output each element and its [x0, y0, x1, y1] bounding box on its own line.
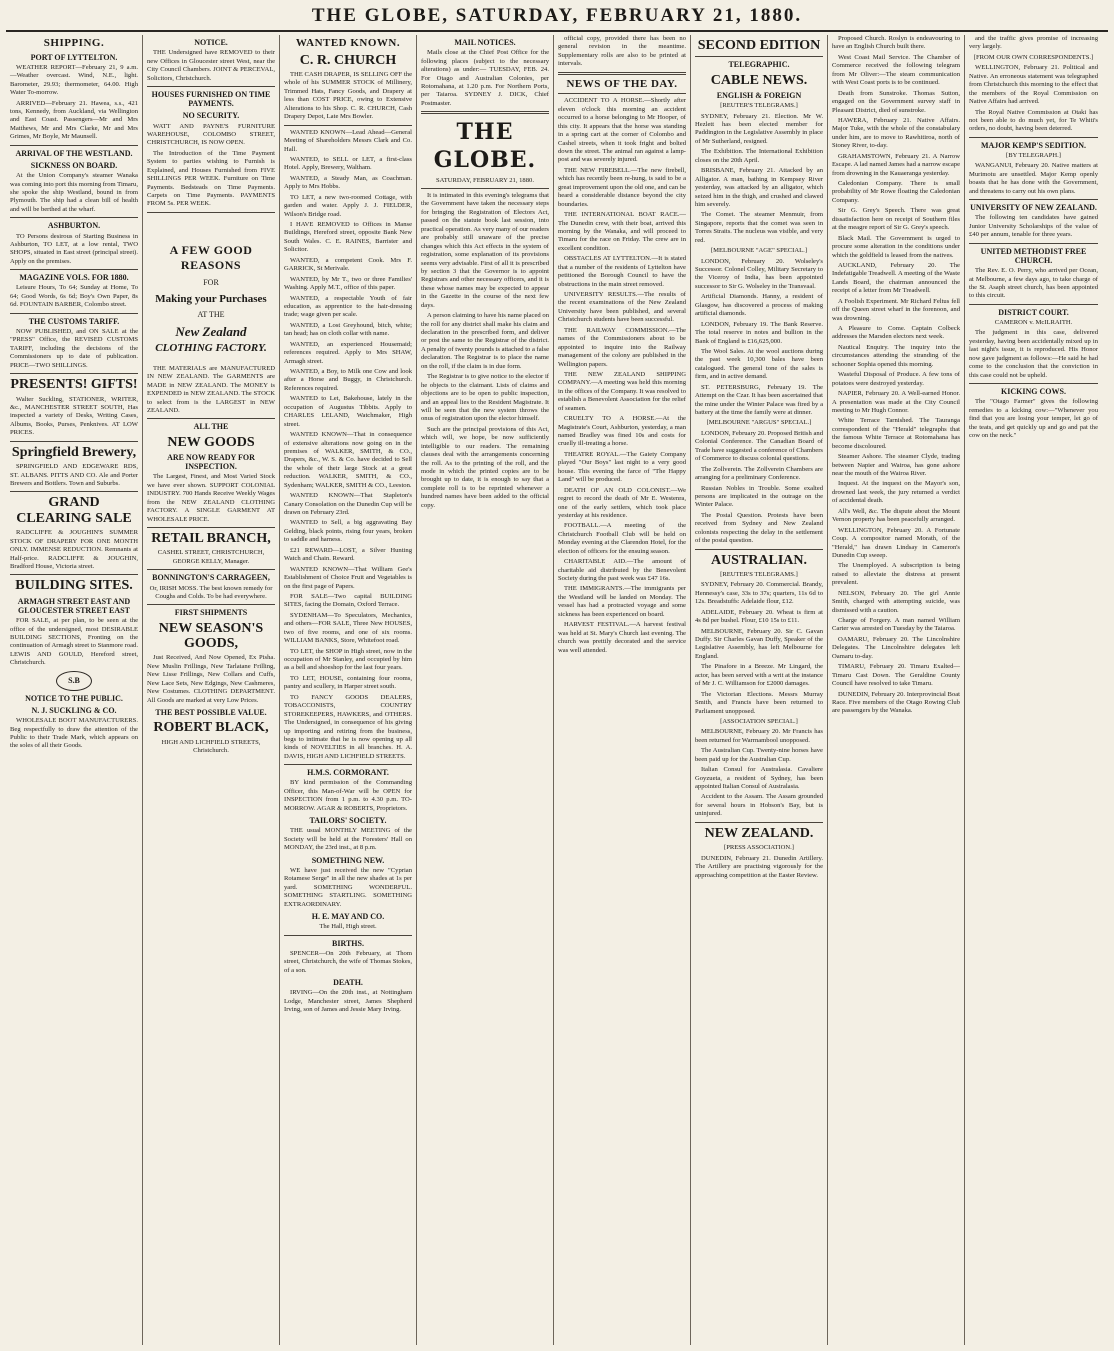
telegram-19: WELLINGTON, February 20. A Fortunate Coup. A compositor named Morath, of the "Herald," has drawn Lindsay in Cameron's Dunedin Cup sweep. [832, 526, 960, 559]
source-tag-own: [FROM OUR OWN CORRESPONDENTS.] [973, 53, 1094, 61]
news-item-6: THE RAILWAY COMMISSION.—The names of the Commissioners about to be appointed to inquire into the Railway management of the colony are published in the Wellington papers. [558, 326, 686, 368]
factory-reasons: THE MATERIALS are MANUFACTURED IN NEW ZEALAND. The GARMENTS are MADE in NEW ZEALAND. The MONEY is EXPENDED in NEW ZEALAND. The STOCK to select from is the LARGEST in NEW ZEALAND. [147, 364, 275, 415]
heading-notice: NOTICE. [194, 38, 228, 47]
cable-5: LONDON, February 20. Wolseley's Successor. Colonel Colley, Military Secretary to the Viceroy of India, has been appointed successor to Sir G. Wolseley in the Transvaal. [695, 257, 823, 290]
heading-kicking-cows: KICKING COWS. [1001, 387, 1066, 397]
news-item-7: THE NEW ZEALAND SHIPPING COMPANY.—A meeting was held this morning in the offices of the Company. It was resolved to establish a Benevolent Association for the relief of seamen. [558, 370, 686, 412]
divider [558, 72, 686, 75]
cable-8: The Wool Sales. At the wool auctions during the past week 10,300 bales have been catalogued. The general tone of the sales is firm, and in active demand. [695, 347, 823, 381]
divider [10, 145, 138, 146]
heading-cable-news: CABLE NEWS. [710, 72, 808, 88]
editorial-date: SATURDAY, FEBRUARY 21, 1880. [436, 176, 534, 184]
telegram-12: Nautical Enquiry. The inquiry into the circumstances attending the stranding of the schooner Sophia opened this morning. [832, 343, 960, 368]
divider [558, 93, 686, 94]
editorial-title: THE GLOBE. [433, 119, 537, 174]
editorial-para-3: The Registrar is to give notice to the elector if he objects to the claimant. Lists of claims and objections are to be open to public inspection, and an appeal lies to the Resident Magistrate. It will be seen that the new system throws the onus of registration upon the elector himself. [421, 373, 549, 423]
telegram-22: Charge of Forgery. A man named William Carter was arrested on Tuesday by the Taiaroa. [832, 617, 960, 633]
heading-shipping: SHIPPING. [43, 37, 105, 49]
news-item-4: OBSTACLES AT LYTTELTON.—It is stated that a number of the residents of Lyttelton have petitioned the Borough Council to have the obstructions in the main street removed. [558, 255, 686, 288]
classified-ad-11: WANTED, a Boy, to Milk one Cow and look after a Horse and Buggy, in Christchurch. References required. [284, 368, 412, 392]
watt-payne-ad: WATT AND PAYNE'S FURNITURE WAREHOUSE, COLOMBO STREET, CHRISTCHURCH, IS NOW OPEN. [147, 122, 275, 147]
news-item-12: CHARITABLE AID.—The amount of charitable aid distributed by the Benevolent Society during the past week was £47 16s. [558, 558, 686, 583]
column-5 [554, 35, 691, 1345]
heading-clearing-sale: GRAND CLEARING SALE [16, 495, 132, 526]
university-article: The following ten candidates have gained Junior University Scholarships of the value of £40 per annum, tenable for three years. [969, 214, 1098, 239]
classified-ad-15: WANTED to Sell, a big aggravating Bay Gelding, black points, rising four years, broken to saddle and harness. [284, 519, 412, 544]
heading-no-security: NO SECURITY. [182, 111, 240, 121]
telegram-17: Inquest. At the inquest on the Mayor's son, drowned last week, the jury returned a verdict of accidental death. [832, 480, 960, 505]
australian-8: Italian Consul for Australasia. Cavaliere Goyzueta, a resident of Sydney, has been appointed Italian Consul of Australasia. [695, 766, 823, 791]
retail-branch-address: CASHEL STREET, CHRISTCHURCH, GEORGE KELLY, Manager. [157, 549, 265, 565]
something-new-ad: WE have just received the new "Cyprian Rotamese Serge" in all the new shades at 1s per yard. SOMETHING WONDERFUL. SOMETHING STARTLING. SOMETHING EXTRAORDINARY. [284, 866, 412, 908]
classified-ad-5: I HAVE REMOVED to Offices in Manse Buildings, Hereford street, opposite Bank New South Wales. C. E. RAINES, Barrister and Solicitor. [284, 221, 412, 254]
heading-methodist: UNITED METHODIST FREE CHURCH. [980, 246, 1087, 265]
heading-news-of-the-day: NEWS OF THE DAY. [566, 77, 678, 90]
columns [6, 35, 1108, 1345]
cable-1: SYDNEY, February 21. Election. Mr W. Hezlett has been elected member for Paddington in the Legislative Assembly in place of Mr Sutherland, resigned. [695, 112, 823, 145]
divider [10, 491, 138, 492]
heading-mail-notices: MAIL NOTICES. [454, 38, 516, 47]
telegram-18: All's Well, &c. The dispute about the Mount Vernon property has been peacefully arranged. [832, 507, 960, 524]
heading-kemp-sedition: MAJOR KEMP'S SEDITION. [980, 140, 1087, 150]
divider [969, 199, 1098, 200]
source-tag-3: [MELBOURNE "ARGUS" SPECIAL.] [706, 419, 812, 427]
heading-magazine: MAGAZINE VOLS. FOR 1880. [19, 273, 129, 283]
telegram-21: NELSON, February 20. The girl Annie Smith, charged with attempting suicide, was dismissed with a caution. [832, 589, 960, 614]
divider [969, 243, 1098, 244]
reasons-factory: CLOTHING FACTORY. [155, 341, 267, 354]
telegram-7: Sir G. Grey's Speech. There was great dissatisfaction here on receipt of Southern files at the meagre report of Sir G. Grey's speech. [832, 207, 960, 232]
divider [147, 212, 275, 213]
heading-cr-church: C. R. CHURCH [299, 52, 397, 68]
reasons-at-the: AT THE [197, 309, 225, 319]
heading-death: DEATH. [333, 978, 363, 988]
heading-may-co: H. E. MAY AND CO. [311, 912, 385, 922]
telegram-16: Steamer Ashore. The steamer Clyde, trading between Napier and Wairoa, has gone ashore near the mouth of the Wairoa River. [832, 453, 960, 477]
heading-robert-black: ROBERT BLACK, [153, 720, 269, 736]
heading-ashburton: ASHBURTON. [47, 221, 101, 231]
classified-ad-4: TO LET, a new two-roomed Cottage, with garden and water. Apply J. J. FIELDER, Wilson's Bridge road. [284, 193, 412, 218]
australian-3: MELBOURNE, February 20. Sir C. Gavan Duffy. Sir Charles Gavan Duffy, Speaker of the Legislative Assembly, has left Melbourne for England. [695, 627, 823, 660]
heading-tailors: TAILORS' SOCIETY. [309, 816, 387, 826]
heading-building-sites: BUILDING SITES. [15, 578, 133, 594]
reasons-for: FOR [203, 277, 219, 287]
source-tag-telegraph: [BY TELEGRAPH.] [1006, 152, 1061, 159]
cable-4: The Comet. The steamer Menmuir, from Singapore, reports that the comet was seen in Torres Straits. The nucleus was visible, and very red. [695, 211, 823, 244]
building-sites-ad: FOR SALE, at per plan, to be seen at the office of the undersigned, most DESIRABLE BUILDING SECTIONS, Fronting on the continuation of Armagh street to Stanmore road. LEWIS AND GOULD, Hereford street, Christchurch. [10, 617, 138, 667]
cormorant-ad: BY kind permission of the Commanding Officer, this Man-of-War will be OPEN for INSPECTION from 1 p.m. to 4.30 p.m. TO-MORROW. AGAR & ROBERTS, Proprietors. [284, 779, 412, 812]
column-1 [6, 35, 143, 1345]
source-tag-2: [MELBOURNE "AGE" SPECIAL.] [710, 247, 808, 255]
divider [10, 574, 138, 575]
heading-houses-furnished: HOUSES FURNISHED ON TIME PAYMENTS. [151, 89, 271, 109]
cable-3: BRISBANE, February 21. Attacked by an Alligator. A man, bathing in Kempsey River yesterday, was attacked by an alligator, which seized him in the thigh, and crushed and clawed him severely. [695, 167, 823, 208]
news-item-5: UNIVERSITY RESULTS.—The results of the recent examinations of the New Zealand University have been published, and several Christchurch students have been successful. [558, 291, 686, 324]
australian-5: The Victorian Elections. Messrs Murray Smith, and Francis have been returned to Parliament unopposed. [695, 690, 823, 715]
cable-12: Russian Nobles in Trouble. Some exalted persons are implicated in the outrage on the Winter Palace. [695, 484, 823, 509]
classified-ad-3: WANTED, a Steady Man, as Coachman. Apply to Mrs Hobbs. [284, 174, 412, 191]
heading-best-value: THE BEST POSSIBLE VALUE. [155, 707, 267, 717]
divider [969, 383, 1098, 384]
tailors-ad: THE usual MONTHLY MEETING of the Society will be held at the Foresters' Hall on MONDAY, the 23rd inst., at 8 p.m. [284, 827, 412, 852]
source-tag-6: [PRESS ASSOCIATION.] [724, 844, 794, 852]
divider [10, 441, 138, 442]
reasons-purchases: Making your Purchases [155, 292, 267, 305]
classified-ad-21: TO LET, HOUSE, containing four rooms, pantry and scullery, in Harper street south. [284, 674, 412, 691]
column-2 [143, 35, 280, 1345]
magazine-ad: Leisure Hours, To 64; Sunday at Home, To 64; Good Words, 6s 6d; Boy's Own Paper, 8s 6d. FOUNTAIN BARBER, Colombo street. [10, 284, 138, 309]
telegram-continued: and the traffic gives promise of increasing very largely. [969, 35, 1098, 51]
telegram-24: TIMARU, February 20. Timaru Exalted—Timaru Cast Down. The Geraldine County Council have resolved to take Timaru. [832, 663, 960, 688]
source-tag-4: [REUTER'S TELEGRAMS.] [720, 570, 798, 578]
political-native: WELLINGTON, February 21. Political and Native. An erroneous statement was telegraphed from Christchurch this morning to the effect that the members of the Royal Commission on Native Affairs had arrived. [969, 64, 1098, 106]
editorial-para-4: Such are the principal provisions of this Act, which will, we hope, be now sufficiently intelligible to our readers. The remaining clauses deal with the arrangements concerning the roll. As to the printing of the roll, and the mode in which the printed copies are to be brought up to date, it is enough to say that a complete roll is to be reprinted whenever a hundred names have been added to the official copy. [421, 425, 549, 509]
reasons-new-zealand: New Zealand [175, 324, 247, 340]
classified-ad-2: WANTED, to SELL or LET, a first-class Hotel. Apply, Brewery, Waltham. [284, 155, 412, 172]
brewery-ad: SPRINGFIELD AND EDGEWARE RDS, ST. ALBANS. PITTS AND CO. Ale and Porter Brewers and Bottlers. Town and Suburbs. [10, 463, 138, 487]
heading-university: UNIVERSITY OF NEW ZEALAND. [970, 203, 1097, 213]
heading-new-zealand: NEW ZEALAND. [704, 825, 814, 841]
death-notice: IRVING—On the 20th inst., at Nottingham Lodge, Manchester street, James Shepherd Irving, son of James and Jessie Mary Irving. [284, 989, 412, 1014]
westland-article: At the Union Company's steamer Wanaka was coming into port this morning from Timaru, she spoke the ship Westland, bound in from Plymouth. The ship had a clean bill of health and will be berthed at the wharf. [10, 172, 138, 213]
new-goods-ad: The Largest, Finest, and Most Varied Stock we have ever shown. SUPPORT COLONIAL INDUSTRY. 700 Hands Receive Weekly Wages from the NEW ZEALAND CLOTHING FACTORY. A SINGLE GARMENT AT WHOLESALE PRICE. [147, 473, 275, 523]
telegram-9: AUCKLAND, February 20. The Indefatigable Treadwell. A meeting of the Waste Lands Board, the chairman announced the receipt of a letter from Mr Treadwell. [832, 261, 960, 295]
editorial-continued: official copy, provided there has been no general revision in the meantime. Supplementary rolls are also to be printed at intervals. [558, 35, 686, 68]
heading-births: BIRTHS. [332, 938, 364, 948]
divider [10, 373, 138, 374]
source-tag-1: [REUTER'S TELEGRAMS.] [720, 102, 798, 110]
telegram-3: Death from Sunstroke. Thomas Sutton, engaged on the Government survey staff in Pleasant District, died of sunstroke. [832, 89, 960, 114]
news-item-9: THEATRE ROYAL.—The Gaiety Company played "Our Boys" last night to a very good house. This evening the farce of "The Happy Land" will be produced. [558, 450, 686, 484]
divider [969, 137, 1098, 138]
australian-1: SYDNEY, February 20. Commercial. Brandy, Hennessy's case, 33s to 37s; quarters, 11s 6d to 12s. Breadstuffs: Adelaide flour, £12. [695, 581, 823, 606]
divider [421, 188, 549, 189]
divider [147, 86, 275, 87]
heading-arrival-westland: ARRIVAL OF THE WESTLAND. [15, 148, 133, 158]
cr-church-ad: THE CASH DRAPER, IS SELLING OFF the whole of his SUMMER STOCK of Millinery, Trimmed Hats, Fancy Goods, and Drapery at less than COST PRICE, owing to Extensive Alterations to his Shop. C. R. CHURCH, Cash Drapery Depot, Late Mrs Bowler. [284, 71, 412, 121]
cable-11: The Zollverein. The Zollverein Chambers are arranging for a preliminary Conference. [695, 465, 823, 482]
cable-6: Artificial Diamonds. Hanny, a resident of Glasgow, has discovered a process of making artificial diamonds. [695, 293, 823, 318]
cable-13: The Postal Question. Protests have been received from Sydney and New Zealand colonists respecting the delay in the settlement of the postal question. [695, 511, 823, 545]
heading-carrageen: BONNINGTON'S CARRAGEEN, [152, 573, 270, 583]
telegram-23: OAMARU, February 20. The Lincolnshire Delegates. The Lincolnshire delegates left Oamaru to-day. [832, 635, 960, 660]
divider [10, 269, 138, 270]
source-tag-5: [ASSOCIATION SPECIAL.] [720, 717, 798, 725]
classified-ad-1: WANTED KNOWN—Lead Ahead—General Meeting of Shareholders Messrs Clark and Co. Hall. [284, 128, 412, 153]
heading-something-new: SOMETHING NEW. [311, 855, 385, 865]
editorial-para-2: A person claiming to have his name placed on the roll for any district shall make his claim and declaration in the prescribed form, and deliver or post the same to the Registrar of the district. A penalty of twenty pounds is attached to a false declaration. The Registrar is to place the name on the roll, if the claim is in due form. [421, 312, 549, 370]
classified-ad-16: £21 REWARD—LOST, a Silver Hunting Watch and Chain. Reward. [284, 546, 412, 563]
divider [147, 418, 275, 419]
carrageen-ad: Or, IRISH MOSS. The best known remedy for Coughs and Colds. To be had everywhere. [149, 584, 273, 600]
divider [284, 125, 412, 126]
heading-ready: ARE NOW READY FOR INSPECTION. [167, 453, 255, 472]
cable-7: LONDON, February 19. The Bank Reserve. The total reserve in notes and bullion in the Bank of England is £16,625,000. [695, 320, 823, 345]
column-6 [691, 35, 828, 1345]
cable-2: The Exhibition. The International Exhibition closes on the 20th April. [695, 148, 823, 164]
arrived-report: ARRIVED—February 21. Hawea, s.s., 421 tons, Kennedy, from Auckland, via Wellington and East Coast. Passengers—Mr and Mrs Matthews, Mr and Mrs Clarke, Mr and Mrs Grimes, Mr Boyle, Mr Maunsell. [10, 99, 138, 141]
telegram-10: A Foolish Experiment. Mr Richard Feltus fell off the Queen street wharf in the forenoon, and was drowning. [832, 297, 960, 322]
column-7 [828, 35, 965, 1345]
column-4 [417, 35, 554, 1345]
heading-port-lyttelton: PORT OF LYTTELTON. [30, 52, 118, 62]
cable-9: ST. PETERSBURG, February 19. The Attempt on the Czar. It has been ascertained that the mine under the Winter Palace was fired by a battery at the time the family were at dinner. [695, 383, 823, 417]
column-8 [965, 35, 1102, 1345]
clearing-sale-ad: RADCLIFFE & JOUGHIN'S SUMMER STOCK OF DRAPERY FOR ONE MONTH ONLY. IMMENSE REDUCTION. Remnants at Half-price. RADCLIFFE & JOUGHIN, Bradford House, Victoria street. [10, 529, 138, 570]
australian-2: ADELAIDE, February 20. Wheat is firm at 4s 8d per bushel. Flour, £10 15s to £11. [695, 608, 823, 625]
ashburton-ad: TO Persons desirous of Starting Business in Ashburton, TO LET, at a low rental, TWO SHOPS, situated in East street (principal street). Apply on the premises. [10, 232, 138, 265]
may-co-address: The Hall, High street. [319, 923, 377, 931]
telegram-1: Proposed Church. Roslyn is endeavouring to have an English Church built there. [832, 35, 960, 51]
heading-retail-branch: RETAIL BRANCH, [151, 531, 271, 547]
telegram-5: GRAHAMSTOWN, February 21. A Narrow Escape. A lad named James had a narrow escape from drowning in the Kauaeranga yesterday. [832, 152, 960, 177]
divider [695, 56, 823, 57]
news-item-3: THE INTERNATIONAL BOAT RACE.—The Dunedin crew, with their boat, arrived this morning by the Wanaka, and will proceed to Timaru for the race on Friday. The crew are in excellent condition. [558, 211, 686, 252]
classified-ad-10: WANTED, an experienced Housemaid; references required. Apply to Mrs SHAW, Armagh street. [284, 340, 412, 365]
heading-telegraphic: TELEGRAPHIC. [728, 60, 790, 70]
classified-ad-6: WANTED, a competent Cook. Mrs F. GARRICK, St Merivale. [284, 256, 412, 273]
heading-new-goods: NEW GOODS [167, 434, 255, 450]
masthead: THE GLOBE, SATURDAY, FEBRUARY 21, 1880. [6, 4, 1108, 32]
cable-10: LONDON, February 20. Proposed British and Colonial Conference. The Canadian Board of Trade have suggested a conference of Chambers of Commerce to discuss colonial questions. [695, 429, 823, 463]
heading-customs: THE CUSTOMS TARIFF. [28, 316, 120, 326]
classified-ad-8: WANTED, a respectable Youth of fair education, as apprentice to the hair-dressing trade; wage given per scale. [284, 294, 412, 319]
classified-ad-9: WANTED, a Lost Greyhound, bitch, white; tan head; has on cloth collar with name. [284, 321, 412, 338]
classified-ad-14: WANTED KNOWN—That Stapleton's Canary Consolation on the Dunedin Cup will be drawn on February 23rd. [284, 492, 412, 517]
nz-1: DUNEDIN, February 21. Dunedin Artillery. The Artillery are practising vigorously for the approaching competition at the Easter Review. [695, 854, 823, 879]
heading-notice-public: NOTICE TO THE PUBLIC. [25, 693, 123, 703]
editorial-para-1: It is intimated in this evening's telegrams that the Government have taken the necessary steps for bringing the Registration of Electors Act, passed on the statute book last session, into practical operation. As very many of our readers are probably still unaware of the precise changes which this Act effects in the system of registration, some explanation of its provisions seems very advisable. First of all it is prescribed by section 3 that the Governor is to appoint Registrars and other necessary officers, and it is these whose names may be expected to appear in the Gazette in the course of the next few days. [421, 192, 549, 309]
classified-ad-12: WANTED to Let, Bakehouse, lately in the occupation of Augustus Tibbits. Apply to CHARLES LELAND, Watchmaker, High street. [284, 395, 412, 428]
telegram-14: NAPIER, February 20. A Well-earned Honor. A presentation was made at the City Council meeting to Mr Hugh Connor. [832, 390, 960, 414]
classified-ad-18: FOR SALE—Two capital BUILDING SITES, facing the Domain, Oxford Terrace. [284, 592, 412, 609]
telegram-2: West Coast Mail Service. The Chamber of Commerce received the following telegram from Mr Oliver:—The steam communication with West Coast ports is to be continued. [832, 53, 960, 87]
heading-sickness: SICKNESS ON BOARD. [30, 160, 118, 170]
divider [147, 604, 275, 605]
boot-ad: WHOLESALE BOOT MANUFACTURERS. Beg respectfully to draw the attention of the Public to their Trade Mark, which appears on the soles of all their Goods. [10, 717, 138, 750]
heading-second-edition: SECOND EDITION [697, 38, 821, 53]
births-notice: SPENCER—On 20th February, at Thom street, Christchurch, the wife of Thomas Stokes, of a son. [284, 949, 412, 974]
time-payment-ad: The Introduction of the Time Payment System to parties wishing to Furnish is Explained, and Houses Furnished from FIVE SHILLINGS PER WEEK. Furniture on Time Payments. Bedsteads on Time Payments. Carpets on Time Payments. PAYMENTS FROM 5s. PER WEEK. [147, 149, 275, 208]
classified-ad-20: TO LET, the SHOP in High street, now in the occupation of Mr Stanley, and occupied by him as a bell and shoeshop for the last four years. [284, 647, 412, 672]
telegram-25: DUNEDIN, February 20. Interprovincial Boat Race. Five members of the Otago Rowing Club are passengers by the Wanaka. [832, 690, 960, 715]
divider [147, 569, 275, 570]
news-item-13: THE IMMIGRANTS.—The immigrants per the Westland will be landed on Monday. The vessel has had a protracted voyage and some sickness has been experienced on board. [558, 585, 686, 618]
new-seasons-ad: Just Received, And Now Opened, Ex Pisha. New Muslin Frillings, New Tarlatane Frilling, New Lisse Frillings, New Collars and Cuffs, New Lace Sets, New Edgings, New Cashmeres, New Costumes. CLOTHING DEPARTMENT. All Goods are marked at very Low Prices. [147, 654, 275, 704]
telegram-20: The Unemployed. A subscription is being raised to alleviate the distress at present prevalent. [832, 562, 960, 587]
news-item-14: HARVEST FESTIVAL.—A harvest festival was held at St. Mary's Church last evening. The church was prettily decorated and the service was well attended. [558, 621, 686, 654]
telegram-6: Caledonian Company. There is small probability of Mr Rowe floating the Caledonian Company. [832, 180, 960, 204]
australian-7: The Australian Cup. Twenty-nine horses have been paid up for the Australian Cup. [695, 747, 823, 763]
heading-new-seasons-goods: NEW SEASON'S GOODS, [158, 620, 264, 651]
news-item-10: DEATH OF AN OLD COLONIST.—We regret to record the death of Mr E. Westenra, one of the early settlers, which took place yesterday at his residence. [558, 486, 686, 519]
heading-district-court: DISTRICT COURT. [998, 307, 1069, 317]
news-item-8: CRUELTY TO A HORSE.—At the Magistrate's Court, Ashburton, yesterday, a man named Bradley was fined 10s and costs for cruelly ill-treating a horse. [558, 415, 686, 448]
kemp-article: WANGANUI, February 20. Native matters at Murimotu are unsettled. Major Kemp openly boasts that he has done with the Government, and threatens to carry out his own plans. [969, 162, 1098, 195]
native-commission: The Royal Native Commission at Otaki has not been able to do much yet, for Te Whiti's orders, no doubt, having been deterred. [969, 108, 1098, 133]
news-item-11: FOOTBALL.—A meeting of the Christchurch Football Club will be held on Monday evening at the Clarendon Hotel, for the election of officers for the ensuing season. [558, 522, 686, 555]
divider [695, 822, 823, 823]
heading-suckling-co: N. J. SUCKLING & CO. [31, 705, 117, 715]
news-item-2: THE NEW FIREBELL.—The new firebell, which has recently been re-hung, is said to be a great improvement upon the old one, and can be heard a considerable distance beyond the city boundaries. [558, 166, 686, 208]
heading-all-the: ALL THE [193, 422, 229, 432]
divider [10, 313, 138, 314]
court-judgment: The judgment in this case, delivered yesterday, having been accidentally mixed up in last night's issue, it is reproduced. His Honor now gave judgment as follows:—He said he had come to the conclusion that the conviction in this case could not be upheld. [969, 329, 1098, 379]
classified-ad-19: SYDENHAM—To Speculators, Mechanics, and others—FOR SALE, Three New HOUSES, two of five rooms, and one of six rooms. WILLIAM BANKS, Store, Whitefoot road. [284, 611, 412, 645]
customs-ad: NOW PUBLISHED, and ON SALE at the "PRESS" Office, the REVISED CUSTOMS TARIFF, including the decisions of the Commissioners up to date of publication. PRICE—TWO SHILLINGS. [10, 327, 138, 369]
mail-notices: Mails close at the Chief Post Office for the following places (subject to the necessary alterations) as under:— TUESDAY, FEB. 24. For Otago and Australian Colonies, per Rotomahana, at 1.20 p.m. For Northern Ports, per Taiaroa. SYDNEY J. DICK, Chief Postmaster. [421, 49, 549, 107]
reasons-heading: A FEW GOOD REASONS [169, 242, 253, 273]
divider [147, 527, 275, 528]
divider [284, 935, 412, 936]
suckling-ad: Walter Suckling, STATIONER, WRITER, &c., MANCHESTER STREET SOUTH, Has inspected a variety of Desks, Writing Cases, Albums, Books, Purses, Penknives. AT LOW PRICES. [10, 395, 138, 437]
divider [421, 111, 549, 114]
divider [695, 549, 823, 550]
classified-ad-13: WANTED KNOWN—That in consequence of extensive alterations now going on in the premises of WALKER, SMITH, & CO., Drapers, &c., W. S. & Co. have decided to Sell the whole of their large Stock at a great reduction. WALKER, SMITH, & CO., Sydenham; WALKER, SMITH & CO., Leeston. [284, 431, 412, 489]
heading-wanted-known: WANTED KNOWN. [295, 37, 401, 49]
classified-ad-17: WANTED KNOWN—That William Gee's Establishment of Choice Fruit and Vegetables is on the first page of Papers. [284, 565, 412, 590]
heading-cormorant: H.M.S. CORMORANT. [307, 768, 389, 778]
divider [284, 764, 412, 765]
classified-ad-22: TO FANCY GOODS DEALERS, TOBACCONISTS, COUNTRY STOREKEEPERS, HAWKERS, and OTHERS. The Undersigned, in consequence of his giving up importing and retiring from the business, begs to intimate that he is now opening up all kinds of NOVELTIES in all branches. H. A. DAVIS, HIGH AND LICHFIELD STREETS. [284, 693, 412, 760]
heading-springfield: Springfield Brewery, [11, 444, 137, 460]
news-item-1: ACCIDENT TO A HORSE.—Shortly after eleven o'clock this morning an accident occurred to a horse belonging to Mr Hooper, of this city. It appears that the horse was standing in a spring cart at the corner of Colombo and Cashel streets, when it took fright and bolted down the street. The animal ran against a lamp-post and was severely injured. [558, 97, 686, 164]
heading-armagh: ARMAGH STREET EAST AND GLOUCESTER STREET EAST [17, 596, 131, 615]
weather-report: WEATHER REPORT—February 21, 9 a.m.—Weather overcast. Wind, N.E., light. Barometer, 29.93; thermometer, 64.00. High Water To-morrow. [10, 63, 138, 97]
trade-mark-seal: S.B [56, 671, 92, 691]
robert-black-address: HIGH AND LICHFIELD STREETS, Christchurch. [161, 738, 261, 754]
heading-english-foreign: ENGLISH & FOREIGN [716, 90, 802, 100]
telegram-11: A Pleasure to Come. Captain Colbeck addresses the Marsden electors next week. [832, 325, 960, 341]
removal-notice: THE Undersigned have REMOVED to their new Offices in Gloucester street West, near the City Council Chambers. JOINT & PERCEVAL, Solicitors, Christchurch. [147, 49, 275, 82]
heading-first-shipments: FIRST SHIPMENTS [174, 608, 248, 618]
australian-4: The Pinafore in a Breeze. Mr Lingard, the actor, has been served with a writ at the instance of Mr J. C. Williamson for £2000 damages. [695, 663, 823, 688]
heading-australian: AUSTRALIAN. [710, 552, 808, 568]
telegram-15: White Terrace Tarnished. The Tauranga correspondent of the "Herald" telegraphs that the famous White Terrace at Rotomahana has become discoloured. [832, 417, 960, 450]
case-title: CAMERON v. McILRAITH. [994, 319, 1073, 326]
kicking-cows-article: The "Otago Farmer" gives the following remedies to a kicking cow:—"Whenever you find that you are losing your temper, let go of the teats, and get quickly up and go and pat the cow on the neck." [969, 398, 1098, 439]
telegram-4: HAWERA, February 21. Native Affairs. Major Tuke, with the whole of the constabulary under him, are to move to Rawhitiroa, north of Stoney River, to-day. [832, 116, 960, 150]
australian-9: Accident to the Assam. The Assam grounded for several hours in Hobson's Bay, but is uninjured. [695, 793, 823, 818]
classified-ad-7: WANTED, by Mr T., two or three Families' Washing. Apply M.T., office of this paper. [284, 275, 412, 292]
telegram-8: Black Mail. The Government is urged to procure some alteration in the conditions under which the goldfield is leased from the natives. [832, 234, 960, 259]
methodist-article: The Rev. E. O. Perry, who arrived per Ocean, at Melbourne, a few days ago, to take charge of the St. Asaph street church, has been appointed to this circuit. [969, 267, 1098, 300]
heading-presents: PRESENTS! GIFTS! [10, 377, 138, 393]
column-3 [280, 35, 417, 1345]
divider [10, 217, 138, 218]
divider [969, 304, 1098, 305]
australian-6: MELBOURNE, February 20. Mr Francis has been returned for Warrnambool unopposed. [695, 728, 823, 744]
telegram-13: Wasteful Disposal of Produce. A few tons of potatoes were destroyed yesterday. [832, 371, 960, 387]
clothing-factory-ad [147, 243, 275, 355]
